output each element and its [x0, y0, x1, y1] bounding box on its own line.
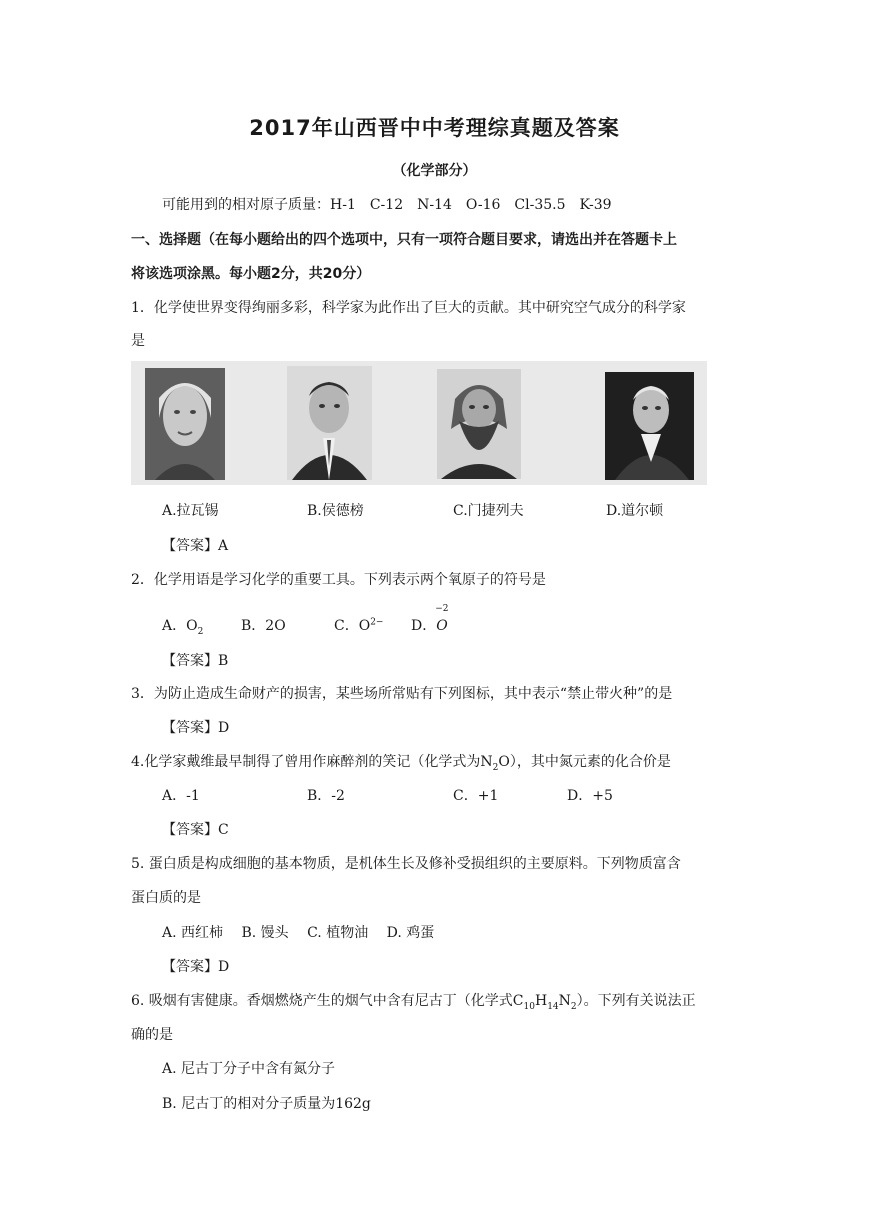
q4-stem-subscript: 2 [492, 762, 499, 773]
q6-stem-line2: 确的是 [131, 1027, 173, 1043]
scientist-photos [131, 361, 707, 485]
q2-option-c-text: C．O [334, 618, 371, 634]
q6-sub-c: 10 [523, 1001, 535, 1012]
q4-option-d: D．+5 [567, 788, 613, 804]
q6-stem-line1 [131, 990, 696, 1012]
q2-option-d-symbol: O [436, 618, 448, 634]
q6-option-b: B. 尼古丁的相对分子质量为162g [162, 1096, 371, 1112]
q3-stem: 3．为防止造成生命财产的损害，某些场所常贴有下列图标，其中表示“禁止带火种”的是 [131, 686, 673, 702]
page-title: 2017年山西晋中中考理综真题及答案 [249, 116, 620, 140]
q1-answer: 【答案】A [162, 538, 229, 554]
q5-stem-line2: 蛋白质的是 [131, 890, 201, 906]
q6-sub-n: 2 [570, 1001, 577, 1012]
q1-option-b: B.侯德榜 [307, 503, 364, 519]
portrait-dalton [605, 372, 694, 480]
q2-answer: 【答案】B [162, 653, 229, 669]
q1-option-d: D.道尔顿 [606, 503, 664, 519]
q2-option-b: B．2O [241, 618, 286, 634]
q1-option-a: A.拉瓦锡 [162, 503, 219, 519]
q2-option-a-subscript: 2 [197, 626, 204, 637]
q2-option-d-text: D． [411, 618, 437, 634]
q6-n: N [558, 993, 571, 1009]
q6-h: H [534, 993, 548, 1009]
q1-stem-line1: 1．化学使世界变得绚丽多彩，科学家为此作出了巨大的贡献。其中研究空气成分的科学家 [131, 300, 686, 316]
portrait-lavoisier [145, 368, 225, 480]
section-heading-line2: 将该选项涂黑。每小题2分，共20分） [131, 266, 371, 282]
q2-option-c [334, 615, 383, 635]
q6-sub-h: 14 [547, 1001, 559, 1012]
q5-stem-line1: 5. 蛋白质是构成细胞的基本物质，是机体生长及修补受损组织的主要原料。下列物质富含 [131, 856, 681, 872]
q6-option-a: A. 尼古丁分子中含有氮分子 [162, 1061, 336, 1077]
q2-stem: 2．化学用语是学习化学的重要工具。下列表示两个氧原子的符号是 [131, 572, 546, 588]
q2-option-a [162, 615, 203, 637]
q4-option-c: C．+1 [453, 788, 499, 804]
q3-answer: 【答案】D [162, 720, 230, 736]
q2-option-c-superscript: 2− [370, 617, 384, 628]
q2-option-a-text: A．O [162, 618, 198, 634]
q4-option-b: B．-2 [307, 788, 345, 804]
q4-stem-pre: 4.化学家戴维最早制得了曾用作麻醉剂的笑记（化学式为N [131, 754, 493, 770]
q1-stem-line2: 是 [131, 333, 145, 349]
q6-stem-post: ）。下列有关说法正 [576, 993, 696, 1009]
q2-option-d [411, 604, 449, 635]
q4-answer: 【答案】C [162, 822, 229, 838]
q5-answer: 【答案】D [162, 959, 230, 975]
section-heading-line1: 一、选择题（在每小题给出的四个选项中，只有一项符合题目要求，请选出并在答题卡上 [131, 232, 677, 248]
q4-stem-post: O），其中氮元素的化合价是 [498, 754, 671, 770]
q2-option-d-valence [435, 604, 449, 634]
portrait-hou-debang [287, 366, 372, 480]
q2-option-d-charge: −2 [435, 604, 449, 614]
atomic-masses-line: 可能用到的相对原子质量：H-1 C-12 N-14 O-16 Cl-35.5 K-39 [162, 197, 612, 213]
q4-stem [131, 751, 671, 773]
page-subtitle: （化学部分） [392, 163, 477, 179]
q4-option-a: A．-1 [162, 788, 200, 804]
q5-options: A. 西红柿 B. 馒头 C. 植物油 D. 鸡蛋 [162, 925, 435, 941]
q1-option-c: C.门捷列夫 [453, 503, 524, 519]
q6-stem-pre: 6. 吸烟有害健康。香烟燃烧产生的烟气中含有尼古丁（化学式C [131, 993, 524, 1009]
portrait-mendeleev [437, 369, 521, 479]
